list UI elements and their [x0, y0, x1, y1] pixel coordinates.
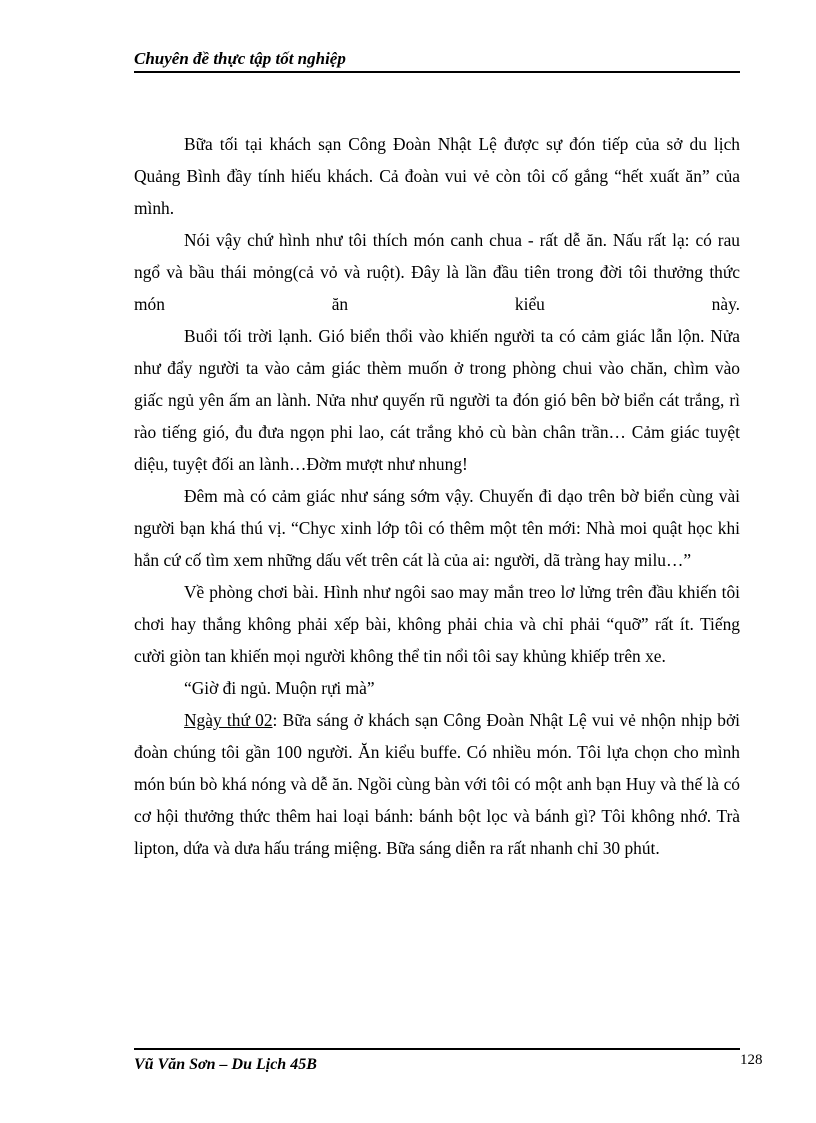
paragraph-cards: Về phòng chơi bài. Hình như ngôi sao may mắn treo lơ lửng trên đầu khiến tôi chơi hay thắng không phải xếp bài, không phải chia và chỉ phải “quỡ” rất ít. Tiếng cười giòn tan khiến mọi người không thể tin nổi tôi say khủng khiếp trên xe. — [134, 582, 740, 666]
page-header — [134, 48, 740, 70]
paragraph-day-two — [134, 704, 740, 864]
paragraph-sleep: “Giờ đi ngủ. Muộn rựi mà” — [184, 678, 375, 698]
page-number: 128 — [740, 1052, 763, 1068]
footer-author: Vũ Văn Sơn – Du Lịch 45B — [134, 1056, 317, 1073]
paragraph-night-walk: Đêm mà có cảm giác như sáng sớm vậy. Chuyến đi dạo trên bờ biển cùng vài người bạn khá thú vị. “Chyc xinh lớp tôi có thêm một tên mới: Nhà moi quật học khi hắn cứ cố tìm xem những dấu vết trên cát là của ai: người, dã tràng hay milu…” — [134, 486, 740, 570]
paragraph-dinner: Bữa tối tại khách sạn Công Đoàn Nhật Lệ được sự đón tiếp của sở du lịch Quảng Bình đầy tính hiếu khách. Cả đoàn vui vẻ còn tôi cố gắng “hết xuất ăn” của mình. — [134, 134, 740, 218]
day-two-text: : Bữa sáng ở khách sạn Công Đoàn Nhật Lệ vui vẻ nhộn nhịp bởi đoàn chúng tôi gần 100 người. Ăn kiểu buffe. Có nhiều món. Tôi lựa chọn cho mình món bún bò khá nóng và dễ ăn. Ngồi cùng bàn với tôi có một anh bạn Huy và thế là có cơ hội thưởng thức thêm hai loại bánh: bánh bột lọc và bánh gì? Tôi không nhớ. Trà lipton, dứa và dưa hấu tráng miệng. Bữa sáng diễn ra rất nhanh chỉ 30 phút. — [134, 710, 740, 858]
paragraph-evening: Buổi tối trời lạnh. Gió biển thổi vào khiến người ta có cảm giác lẫn lộn. Nửa như đẩy người ta vào cảm giác thèm muốn ở trong phòng chui vào chăn, chìm vào giấc ngủ yên ấm an lành. Nửa như quyến rũ người ta đón gió bên bờ biển cát trắng, rì rào tiếng gió, đu đưa ngọn phi lao, cát trắng khỏ cù bàn chân trần… Cảm giác tuyệt diệu, tuyệt đối an lành…Đờm mượt như nhung! — [134, 326, 740, 474]
header-title: Chuyên đề thực tập tốt nghiệp — [134, 49, 346, 68]
document-body — [134, 128, 740, 864]
day-two-label: Ngày thứ 02 — [184, 710, 273, 730]
paragraph-canh-chua: Nói vậy chứ hình như tôi thích món canh chua - rất dễ ăn. Nấu rất lạ: có rau ngổ và bầu thái mỏng(cả vỏ và ruột). Đây là lần đầu tiên trong đời tôi thưởng thức món ăn kiểu này. — [134, 230, 740, 314]
footer-rule — [134, 1048, 740, 1050]
header-rule — [134, 71, 740, 73]
